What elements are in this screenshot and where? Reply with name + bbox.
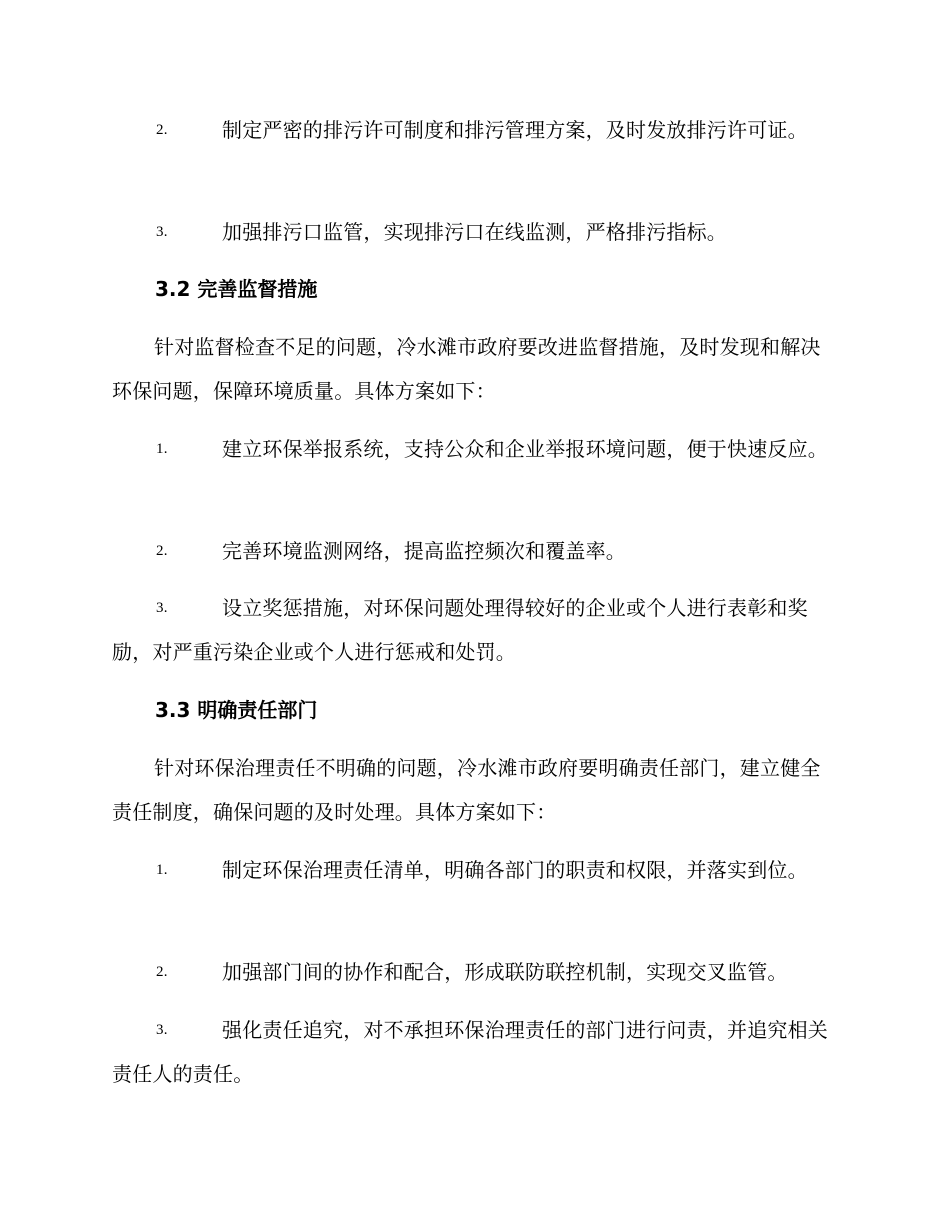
- list-item: [112, 529, 838, 573]
- list-number: 2.: [156, 964, 168, 980]
- list-item: [112, 950, 838, 994]
- section-heading: 3.3 明确责任部门: [155, 698, 318, 722]
- list-number: 3.: [156, 600, 168, 616]
- list-text: 建立环保举报系统，支持公众和企业举报环境问题，便于快速反应。: [222, 437, 828, 461]
- list-item: [112, 586, 838, 674]
- list-text: 设立奖惩措施，对环保问题处理得较好的企业或个人进行表彰和奖励，对严重污染企业或个人进行惩戒和处罚。: [112, 596, 808, 664]
- list-text: 加强部门间的协作和配合，形成联防联控机制，实现交叉监管。: [222, 960, 788, 984]
- list-item: [112, 1008, 838, 1096]
- list-text: 制定严密的排污许可制度和排污管理方案，及时发放排污许可证。: [222, 118, 808, 142]
- list-number: 1.: [156, 862, 168, 878]
- list-text: 加强排污口监管，实现排污口在线监测，严格排污指标。: [222, 220, 727, 244]
- list-number: 3.: [156, 1022, 168, 1038]
- list-item: [112, 210, 838, 254]
- list-number: 2.: [156, 122, 168, 138]
- list-number: 2.: [156, 543, 168, 559]
- list-item: [112, 108, 838, 152]
- list-number: 3.: [156, 224, 168, 240]
- section-heading: 3.2 完善监督措施: [155, 277, 318, 301]
- list-text: 强化责任追究，对不承担环保治理责任的部门进行问责，并追究相关责任人的责任。: [112, 1018, 828, 1086]
- list-item: [112, 427, 838, 471]
- list-text: 制定环保治理责任清单，明确各部门的职责和权限，并落实到位。: [222, 858, 808, 882]
- list-item: [112, 848, 838, 892]
- list-number: 1.: [156, 441, 168, 457]
- section-intro-paragraph: 针对环保治理责任不明确的问题，冷水滩市政府要明确责任部门，建立健全责任制度，确保问题的及时处理。具体方案如下：: [112, 756, 821, 824]
- list-text: 完善环境监测网络，提高监控频次和覆盖率。: [222, 539, 626, 563]
- section-intro-paragraph: 针对监督检查不足的问题，冷水滩市政府要改进监督措施，及时发现和解决环保问题，保障环境质量。具体方案如下：: [112, 335, 821, 403]
